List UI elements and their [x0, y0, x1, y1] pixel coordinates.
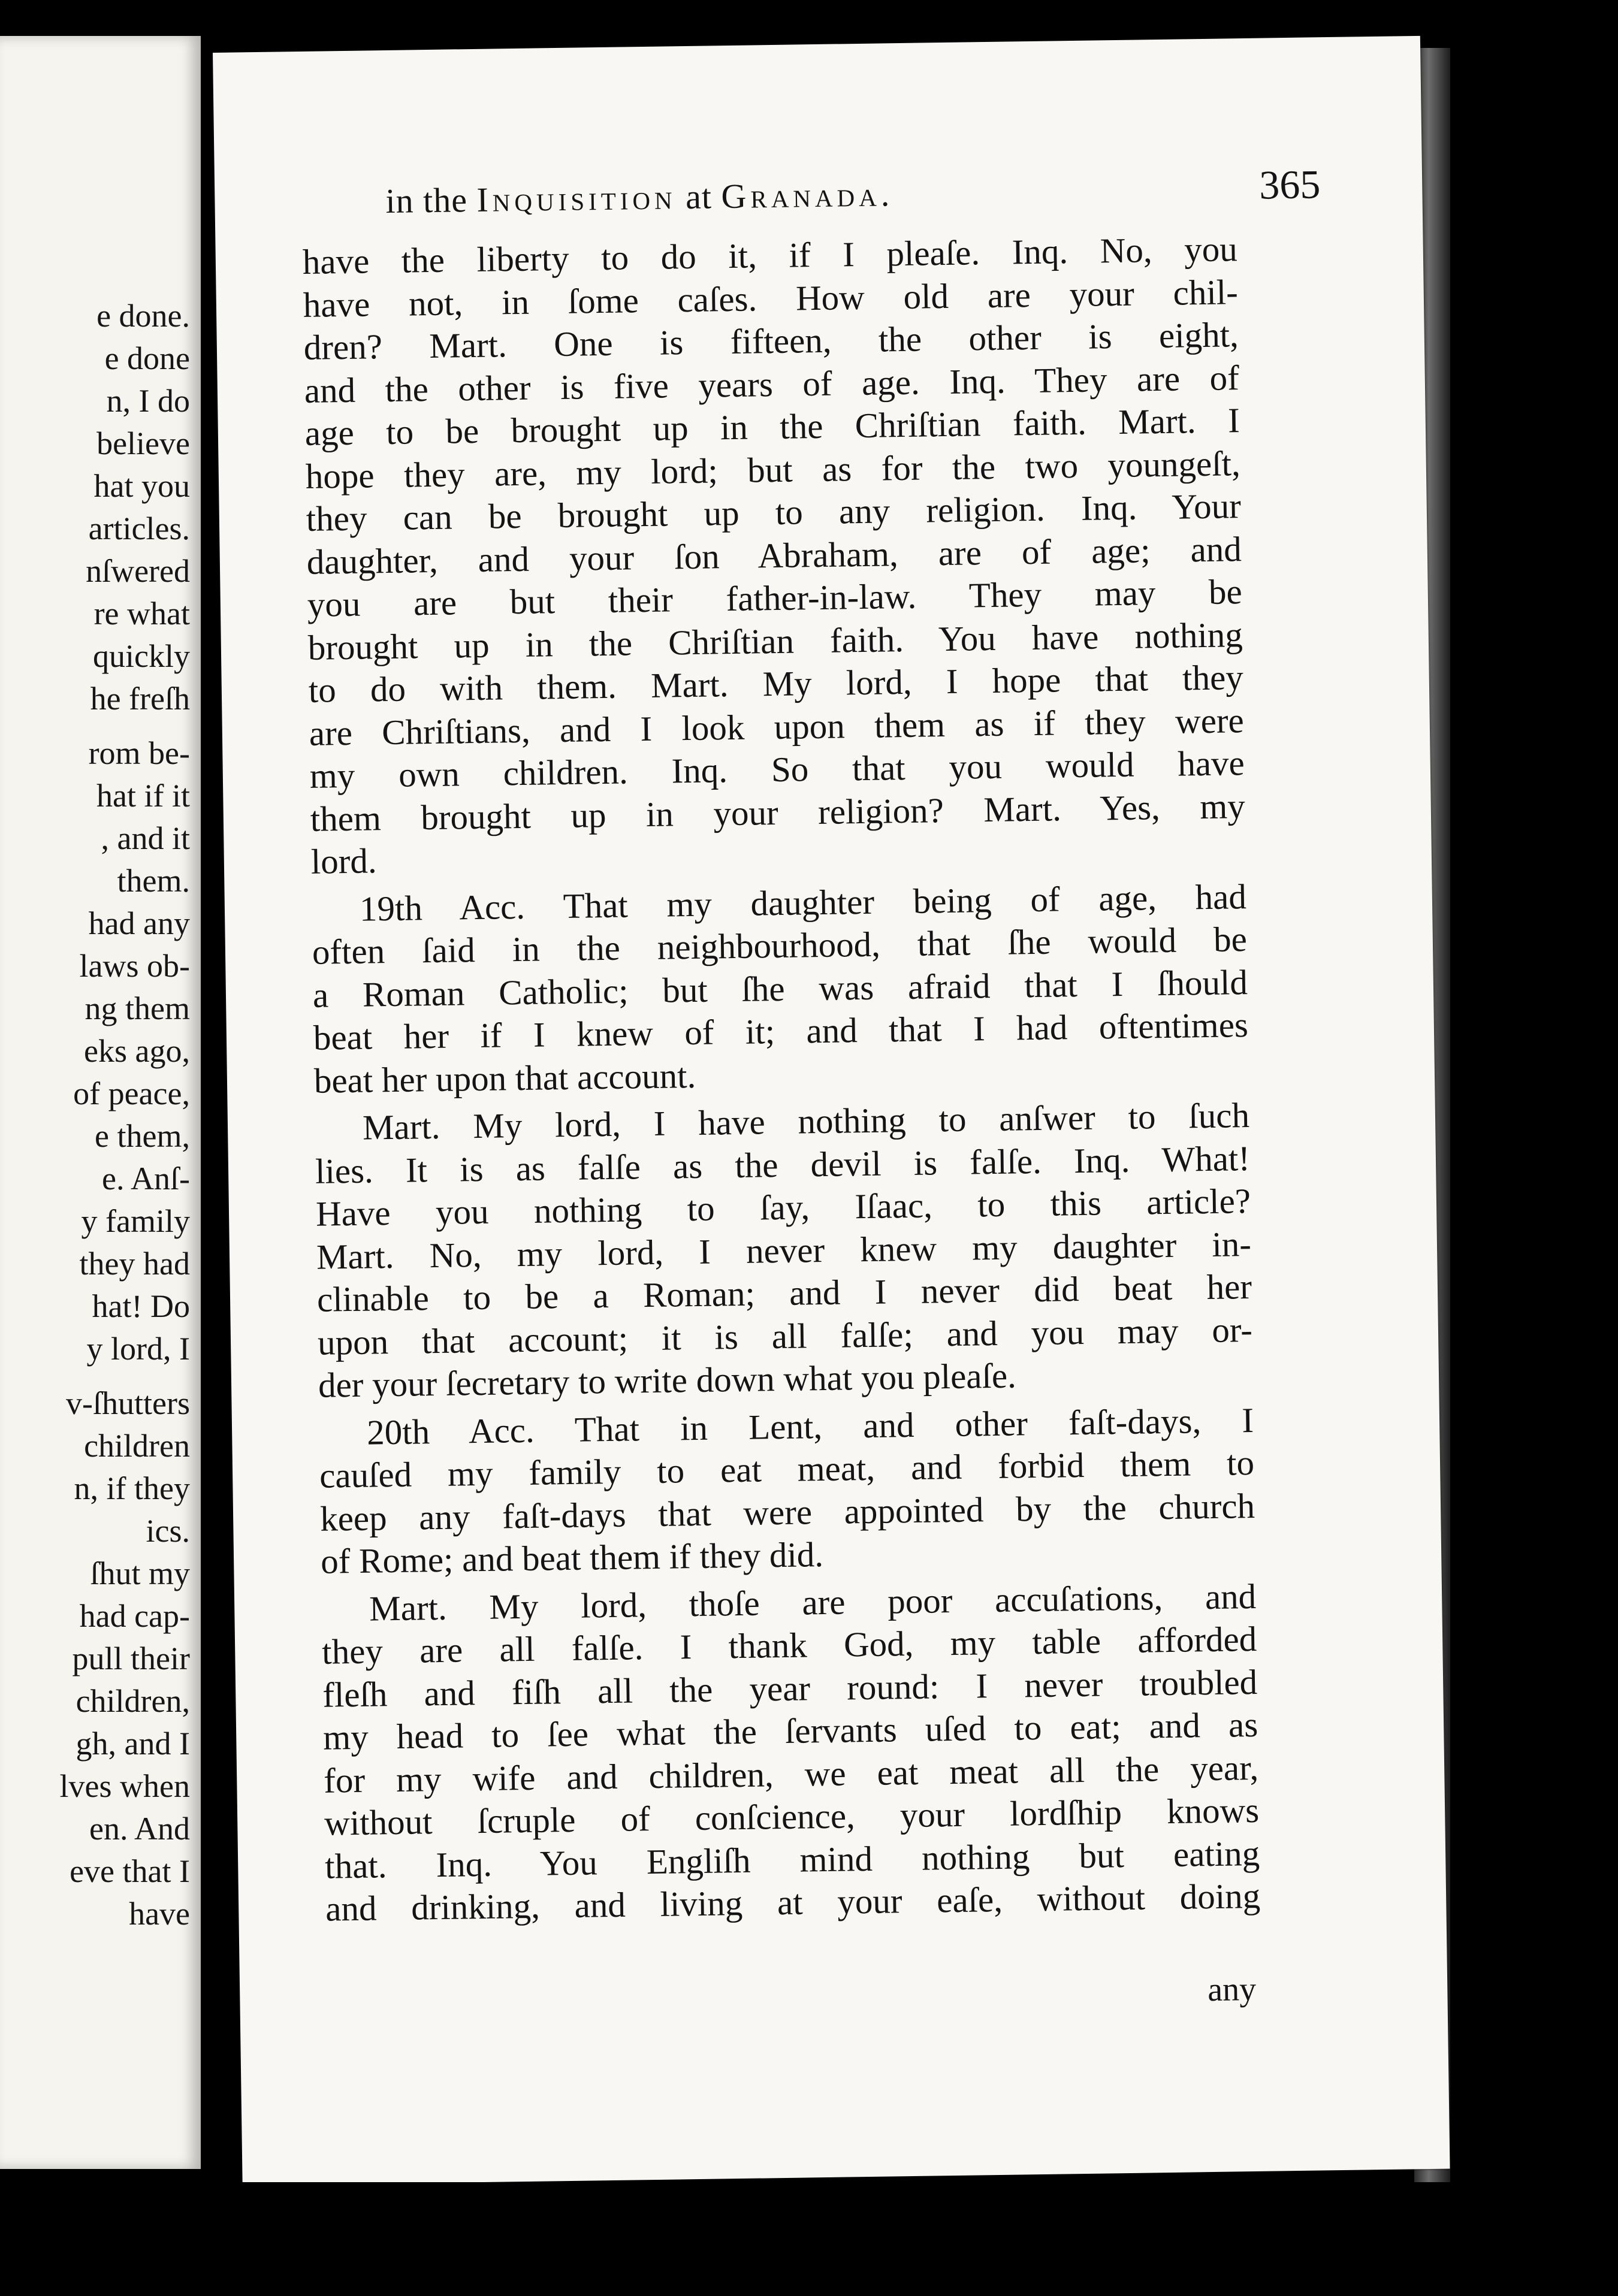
- facing-page-line: gh, and I: [76, 1726, 190, 1762]
- facing-page-line: ſhut my: [90, 1555, 190, 1591]
- facing-page-line: they had: [79, 1246, 190, 1282]
- text-line: keep any faſt-days that were appointed by the church: [319, 1485, 1255, 1539]
- text-line: upon that account; it is all falſe; and you may or-: [317, 1309, 1253, 1363]
- facing-page-line: nſwered: [86, 553, 190, 589]
- facing-page-line: n, if they: [74, 1470, 190, 1506]
- text-line: they can be brought up to any religion. Inq. Your: [306, 486, 1242, 539]
- page-number: 365: [1258, 161, 1321, 208]
- text-line: hope they are, my lord; but as for the two youngeſt,: [305, 443, 1241, 496]
- text-line: without ſcruple of conſcience, your lordſhip knows: [324, 1790, 1260, 1843]
- facing-page-line: had any: [88, 905, 190, 941]
- facing-page-line: have: [129, 1896, 190, 1932]
- text-line: cauſed my family to eat meat, and forbid them to: [319, 1442, 1255, 1496]
- facing-page-line: hat if it: [96, 778, 190, 814]
- text-line: and drinking, and living at your eaſe, without doing: [325, 1875, 1261, 1929]
- text-line: have the liberty to do it, if I pleaſe. Inq. No, you: [302, 229, 1238, 282]
- facing-page-line: e done: [104, 340, 190, 376]
- text-line: Mart. No, my lord, I never knew my daughter in-: [316, 1223, 1252, 1277]
- text-line: 19th Acc. That my daughter being of age, had: [359, 876, 1247, 929]
- text-line: that. Inq. You Engliſh mind nothing but eating: [324, 1833, 1260, 1886]
- text-line: dren? Mart. One is fifteen, the other is eight,: [303, 315, 1239, 367]
- text-line: are Chriſtians, and I look upon them as if they were: [309, 700, 1245, 753]
- facing-page-left: [0, 36, 201, 2169]
- facing-page-line: e them,: [95, 1118, 190, 1154]
- facing-page-line: hat you: [93, 468, 190, 504]
- header-inquisition: Inquisition: [476, 177, 677, 219]
- facing-page-line: he freſh: [90, 681, 190, 717]
- facing-page-line: e. Anſ-: [102, 1161, 190, 1197]
- text-line: fleſh and fiſh all the year round: I never troubled: [322, 1661, 1258, 1715]
- facing-page-line: children,: [76, 1683, 190, 1719]
- text-line: my own children. Inq. So that you would have: [309, 743, 1245, 796]
- header-prefix: in the: [385, 180, 477, 220]
- facing-page-line: eve that I: [70, 1853, 190, 1889]
- facing-page-line: ics.: [146, 1513, 190, 1549]
- text-line: beat her upon that account.: [313, 1055, 696, 1101]
- facing-page-line: hat! Do: [92, 1288, 190, 1324]
- text-line: lord.: [310, 841, 378, 881]
- text-line: a Roman Catholic; but ſhe was afraid that I ſhould: [312, 962, 1248, 1015]
- running-header: [385, 161, 1321, 221]
- facing-page-text: [0, 295, 190, 1935]
- facing-page-line: y family: [81, 1203, 190, 1239]
- facing-page-line: re what: [93, 596, 190, 632]
- text-line: daughter, and your ſon Abraham, are of age; and: [306, 528, 1242, 582]
- book-page: [213, 36, 1450, 2186]
- facing-page-line: had cap-: [79, 1598, 190, 1634]
- facing-page-line: them.: [117, 863, 190, 899]
- text-line: and the other is five years of age. Inq. They are of: [304, 357, 1240, 410]
- facing-page-line: pull their: [72, 1641, 190, 1676]
- text-line: beat her if I knew of it; and that I had oftentimes: [313, 1005, 1249, 1058]
- text-line: you are but their father-in-law. They may be: [307, 572, 1243, 624]
- facing-page-gap: [0, 720, 190, 732]
- text-line: 20th Acc. That in Lent, and other faſt-days, I: [366, 1400, 1254, 1452]
- page-body: [302, 228, 1260, 1931]
- facing-page-line: of peace,: [73, 1076, 190, 1111]
- facing-page-line: en. And: [89, 1811, 190, 1847]
- text-line: have not, in ſome caſes. How old are your chil-: [303, 271, 1239, 325]
- text-line: Have you nothing to ſay, Iſaac, to this article?: [315, 1181, 1251, 1234]
- text-line: Mart. My lord, thoſe are poor accuſations, and: [369, 1576, 1257, 1629]
- text-line: brought up in the Chriſtian faith. You have nothing: [307, 614, 1243, 667]
- text-line: them brought up in your religion? Mart. Yes, my: [310, 786, 1246, 839]
- facing-page-line: v-ſhutters: [66, 1385, 190, 1421]
- text-line: clinable to be a Roman; and I never did beat her: [316, 1266, 1252, 1319]
- text-line: to do with them. Mart. My lord, I hope that they: [308, 657, 1244, 710]
- facing-page-line: lves when: [59, 1768, 190, 1804]
- header-granada: Granada.: [720, 174, 894, 216]
- facing-page-gap: [0, 1370, 190, 1382]
- text-line: they are all falſe. I thank God, my table afforded: [321, 1618, 1257, 1672]
- facing-page-line: ng them: [84, 990, 190, 1026]
- facing-page-line: rom be-: [88, 735, 190, 771]
- facing-page-line: children: [84, 1428, 190, 1464]
- text-line: my head to ſee what the ſervants uſed to eat; and as: [322, 1704, 1258, 1757]
- facing-page-line: articles.: [88, 510, 190, 546]
- text-line: of Rome; and beat them if they did.: [320, 1534, 824, 1581]
- facing-page-line: y lord, I: [86, 1331, 190, 1367]
- text-line: for my wife and children, we eat meat all the year,: [323, 1747, 1259, 1800]
- text-line: der your ſecretary to write down what you pleaſe.: [318, 1355, 1017, 1405]
- facing-page-line: n, I do: [106, 383, 190, 419]
- facing-page-line: believe: [96, 425, 190, 461]
- facing-page-line: , and it: [101, 820, 190, 856]
- facing-page-line: e done.: [96, 298, 190, 334]
- text-line: age to be brought up in the Chriſtian faith. Mart. I: [304, 400, 1240, 453]
- scan-bottom-margin: [0, 2182, 1618, 2296]
- catchword: any: [1207, 1971, 1257, 2009]
- text-line: lies. It is as falſe as the devil is falſe. Inq. What!: [315, 1138, 1251, 1191]
- text-line: Mart. My lord, I have nothing to anſwer to ſuch: [362, 1095, 1250, 1147]
- facing-page-line: laws ob-: [79, 948, 190, 984]
- facing-page-line: quickly: [93, 638, 190, 674]
- header-middle: at: [676, 177, 722, 217]
- facing-page-line: eks ago,: [84, 1033, 190, 1069]
- text-line: often ſaid in the neighbourhood, that ſhe would be: [312, 919, 1248, 972]
